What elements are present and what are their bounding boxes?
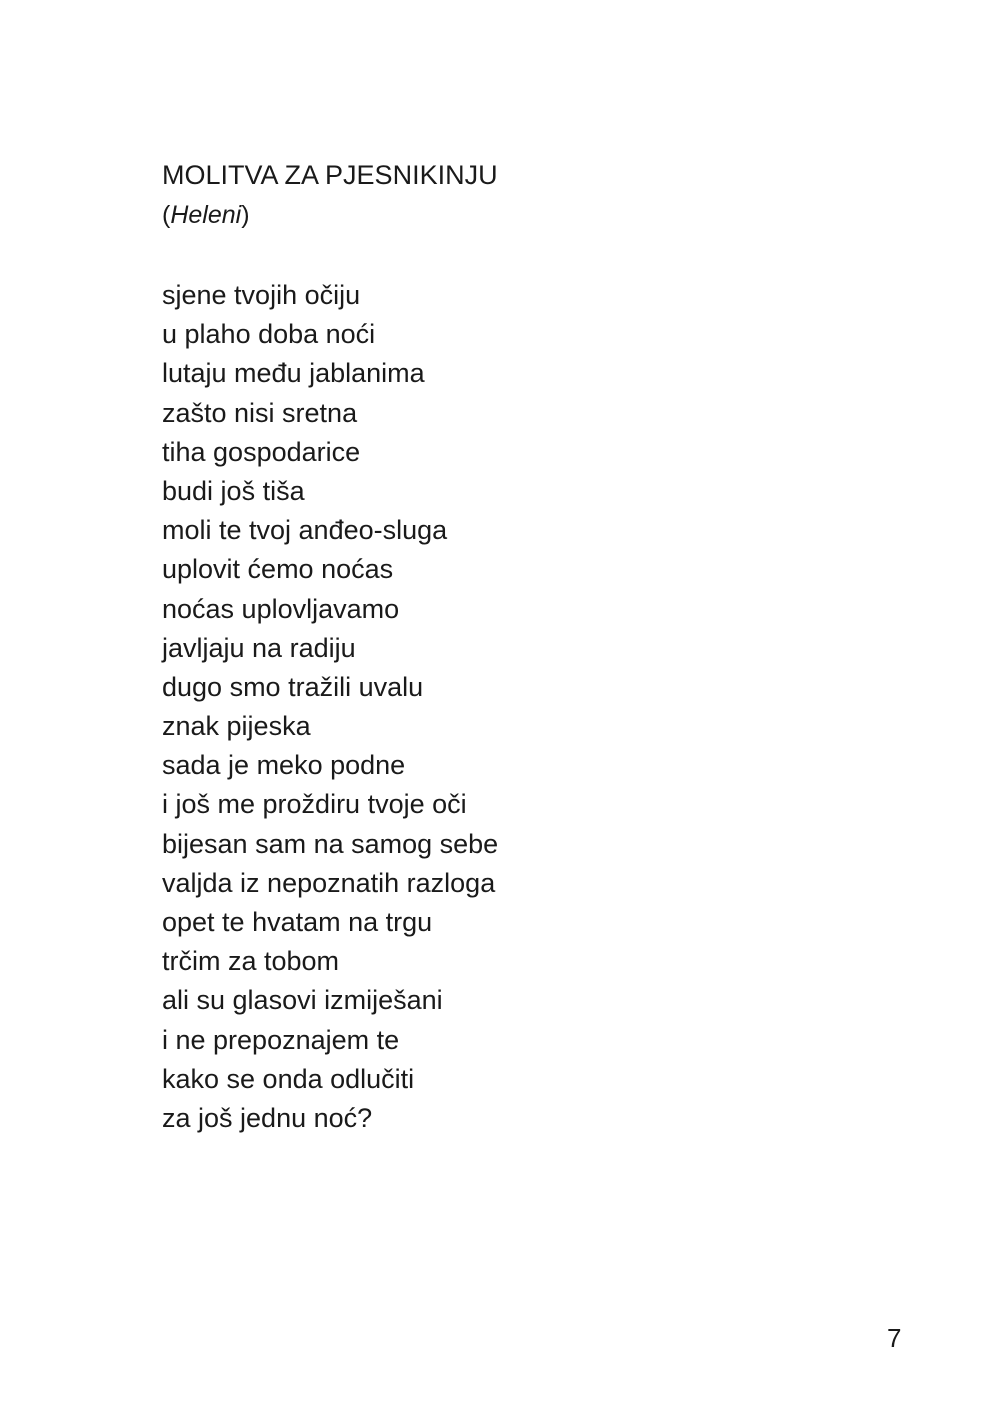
dedication-open-paren: ( (162, 201, 171, 229)
verse-line: opet te hvatam na trgu (162, 907, 433, 937)
verse-line: sjene tvojih očiju (162, 280, 361, 310)
verse-line: bijesan sam na samog sebe (162, 828, 499, 859)
verse-line: znak pijeska (162, 711, 311, 742)
verse-line: javljaju na radiju (162, 632, 356, 663)
verse-line: zašto nisi sretna (162, 397, 358, 428)
verse-line: lutaju među jablanima (162, 358, 425, 389)
verse-line: i još me proždiru tvoje oči (162, 789, 467, 820)
verse-line: sada je meko podne (162, 750, 406, 781)
verse-line: uplovit ćemo noćas (162, 554, 394, 585)
verse-line: ali su glasovi izmiješani (162, 985, 443, 1016)
verse-line: kako se onda odlučiti (162, 1063, 415, 1094)
dedication-close-paren: ) (241, 201, 250, 229)
verse-line: noćas uplovljavamo (162, 593, 400, 624)
verse-line: budi još tiša (162, 475, 305, 506)
poem-verses (162, 276, 498, 1138)
page-number: 7 (887, 1323, 902, 1353)
verse-line: moli te tvoj anđeo-sluga (162, 515, 448, 546)
verse-line: i ne prepoznajem te (162, 1024, 400, 1055)
verse-line: dugo smo tražili uvalu (162, 671, 424, 702)
verse-line: trčim za tobom (162, 946, 340, 977)
verse-line: valjda iz nepoznatih razloga (162, 867, 496, 898)
poem-title: MOLITVA ZA PJESNIKINJU (162, 160, 498, 190)
dedication-name: Heleni (170, 201, 242, 229)
verse-line: tiha gospodarice (162, 436, 361, 467)
verse-line: za još jednu noć? (162, 1102, 373, 1133)
poem-dedication (162, 197, 250, 233)
verse-line: u plaho doba noći (162, 319, 376, 350)
